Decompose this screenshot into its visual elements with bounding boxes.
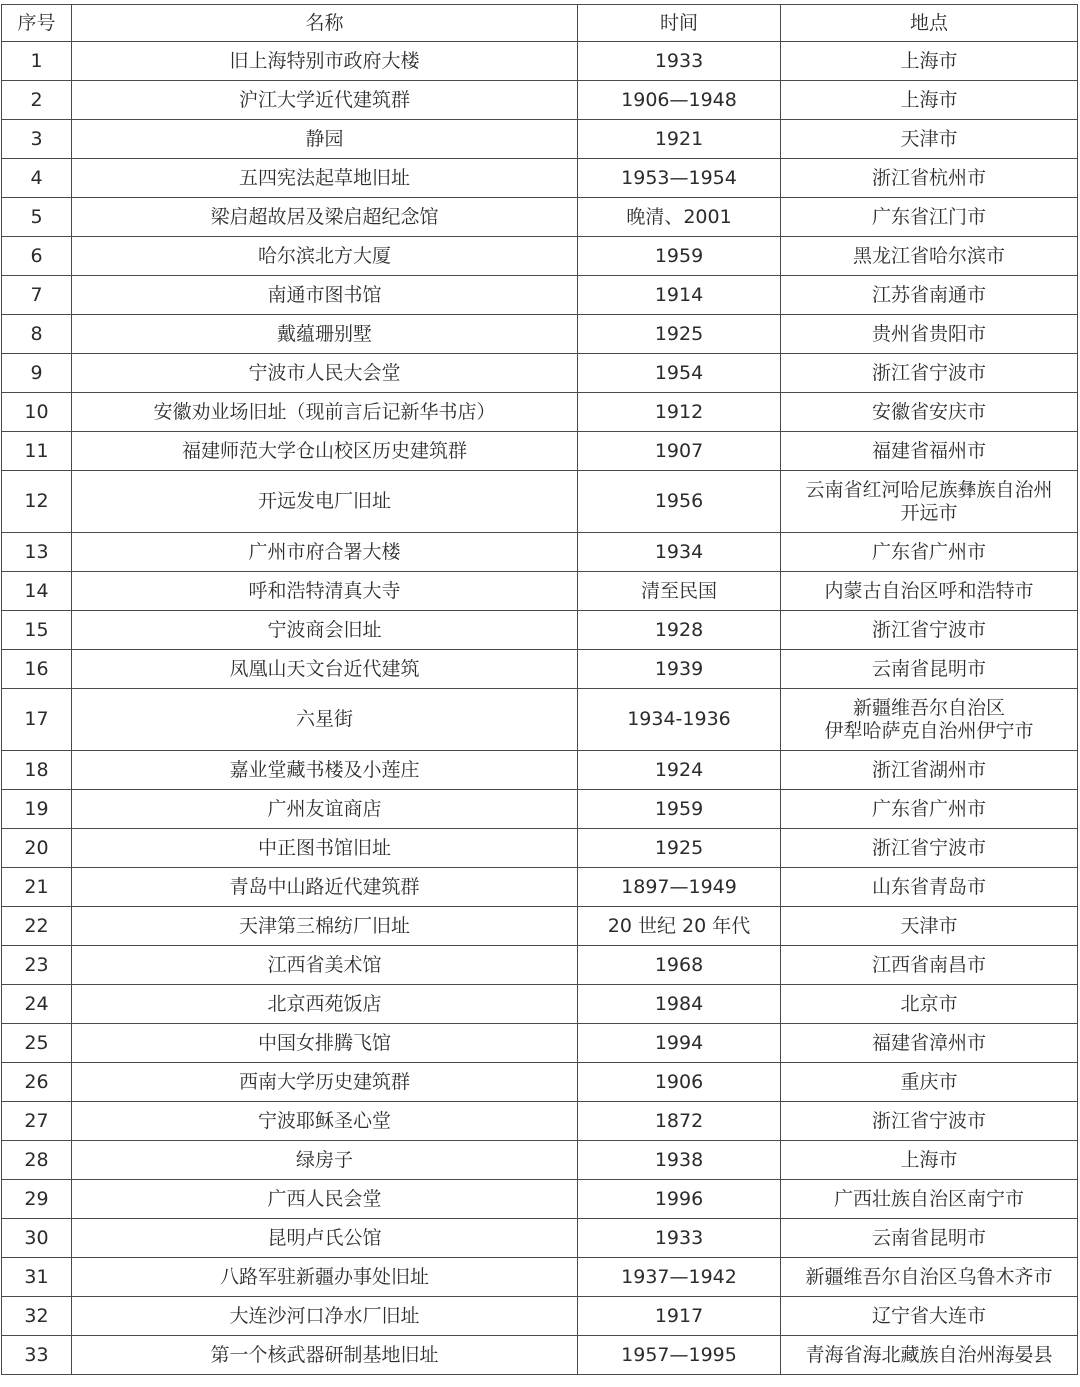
cell-name: 大连沙河口净水厂旧址	[72, 1297, 578, 1336]
table-row	[2, 1258, 1078, 1297]
cell-place	[781, 1063, 1078, 1102]
cell-no: 8	[2, 315, 72, 354]
header-row	[2, 5, 1078, 42]
table-row	[2, 42, 1078, 81]
table-row	[2, 1024, 1078, 1063]
cell-time: 1912	[578, 393, 781, 432]
cell-time: 晚清、2001	[578, 198, 781, 237]
table-body	[2, 42, 1078, 1375]
cell-place	[781, 907, 1078, 946]
cell-place	[781, 611, 1078, 650]
cell-place-line: 开远市	[900, 501, 958, 524]
cell-place	[781, 1336, 1078, 1375]
table-row	[2, 829, 1078, 868]
table-row	[2, 1141, 1078, 1180]
cell-place-line: 广东省江门市	[871, 205, 986, 228]
cell-time: 1959	[578, 237, 781, 276]
cell-place-line: 浙江省宁波市	[871, 1109, 986, 1132]
cell-time: 1924	[578, 751, 781, 790]
cell-time: 1872	[578, 1102, 781, 1141]
cell-place	[781, 985, 1078, 1024]
cell-time: 1907	[578, 432, 781, 471]
cell-no: 6	[2, 237, 72, 276]
table-row	[2, 985, 1078, 1024]
cell-name: 第一个核武器研制基地旧址	[72, 1336, 578, 1375]
table-row	[2, 572, 1078, 611]
cell-name: 宁波市人民大会堂	[72, 354, 578, 393]
cell-name: 六星街	[72, 689, 578, 751]
table-row	[2, 1180, 1078, 1219]
cell-name: 江西省美术馆	[72, 946, 578, 985]
cell-name: 广州友谊商店	[72, 790, 578, 829]
cell-name: 旧上海特别市政府大楼	[72, 42, 578, 81]
cell-name: 梁启超故居及梁启超纪念馆	[72, 198, 578, 237]
cell-time: 清至民国	[578, 572, 781, 611]
table-row	[2, 650, 1078, 689]
table-row	[2, 393, 1078, 432]
table-row	[2, 751, 1078, 790]
cell-time: 1954	[578, 354, 781, 393]
cell-place	[781, 393, 1078, 432]
cell-no: 22	[2, 907, 72, 946]
cell-no: 26	[2, 1063, 72, 1102]
cell-time: 1994	[578, 1024, 781, 1063]
cell-name: 广州市府合署大楼	[72, 533, 578, 572]
cell-place	[781, 1180, 1078, 1219]
cell-place	[781, 471, 1078, 533]
cell-place	[781, 1141, 1078, 1180]
cell-name: 福建师范大学仓山校区历史建筑群	[72, 432, 578, 471]
cell-name: 天津第三棉纺厂旧址	[72, 907, 578, 946]
cell-time: 1968	[578, 946, 781, 985]
cell-place	[781, 1102, 1078, 1141]
cell-time: 1934-1936	[578, 689, 781, 751]
cell-no: 13	[2, 533, 72, 572]
table-row	[2, 1102, 1078, 1141]
cell-place-line: 浙江省宁波市	[871, 361, 986, 384]
cell-no: 1	[2, 42, 72, 81]
cell-place-line: 贵州省贵阳市	[871, 322, 986, 345]
cell-no: 12	[2, 471, 72, 533]
cell-time: 1953—1954	[578, 159, 781, 198]
cell-place	[781, 1297, 1078, 1336]
cell-no: 30	[2, 1219, 72, 1258]
table-row	[2, 1336, 1078, 1375]
cell-place	[781, 650, 1078, 689]
cell-no: 9	[2, 354, 72, 393]
cell-place-line: 天津市	[900, 914, 958, 937]
cell-place-line: 浙江省宁波市	[871, 836, 986, 859]
table-row	[2, 868, 1078, 907]
cell-place-line: 江西省南昌市	[871, 953, 986, 976]
cell-place-line: 重庆市	[900, 1070, 958, 1093]
cell-time: 20 世纪 20 年代	[578, 907, 781, 946]
cell-name: 八路军驻新疆办事处旧址	[72, 1258, 578, 1297]
table-row	[2, 432, 1078, 471]
cell-name: 戴蕴珊别墅	[72, 315, 578, 354]
cell-place-line: 新疆维吾尔自治区乌鲁木齐市	[805, 1265, 1053, 1288]
cell-name: 南通市图书馆	[72, 276, 578, 315]
cell-place-line: 广东省广州市	[871, 797, 986, 820]
cell-name: 中正图书馆旧址	[72, 829, 578, 868]
cell-no: 25	[2, 1024, 72, 1063]
cell-time: 1921	[578, 120, 781, 159]
cell-time: 1938	[578, 1141, 781, 1180]
cell-place	[781, 237, 1078, 276]
cell-place	[781, 751, 1078, 790]
cell-place-line: 辽宁省大连市	[871, 1304, 986, 1327]
cell-no: 4	[2, 159, 72, 198]
cell-place	[781, 81, 1078, 120]
cell-place	[781, 315, 1078, 354]
table-row	[2, 1063, 1078, 1102]
cell-time: 1937—1942	[578, 1258, 781, 1297]
cell-time: 1956	[578, 471, 781, 533]
table-row	[2, 689, 1078, 751]
cell-place-line: 上海市	[900, 88, 958, 111]
cell-time: 1959	[578, 790, 781, 829]
cell-place-line: 云南省红河哈尼族彝族自治州	[805, 478, 1053, 501]
table-header	[2, 5, 1078, 42]
header-place: 地点	[781, 5, 1078, 42]
cell-place	[781, 1219, 1078, 1258]
cell-place-line: 上海市	[900, 49, 958, 72]
cell-place-line: 黑龙江省哈尔滨市	[852, 244, 1005, 267]
header-time: 时间	[578, 5, 781, 42]
cell-name: 呼和浩特清真大寺	[72, 572, 578, 611]
cell-name: 开远发电厂旧址	[72, 471, 578, 533]
cell-time: 1906—1948	[578, 81, 781, 120]
cell-no: 10	[2, 393, 72, 432]
table-row	[2, 471, 1078, 533]
cell-place	[781, 689, 1078, 751]
cell-time: 1897—1949	[578, 868, 781, 907]
cell-no: 28	[2, 1141, 72, 1180]
cell-name: 西南大学历史建筑群	[72, 1063, 578, 1102]
cell-no: 29	[2, 1180, 72, 1219]
cell-place-line: 浙江省宁波市	[871, 618, 986, 641]
cell-time: 1984	[578, 985, 781, 1024]
table-row	[2, 533, 1078, 572]
table-row	[2, 315, 1078, 354]
cell-place-line: 福建省漳州市	[871, 1031, 986, 1054]
cell-place-line: 上海市	[900, 1148, 958, 1171]
table-row	[2, 276, 1078, 315]
cell-place	[781, 120, 1078, 159]
cell-no: 23	[2, 946, 72, 985]
cell-place-line: 伊犁哈萨克自治州伊宁市	[824, 719, 1034, 742]
table-row	[2, 946, 1078, 985]
cell-time: 1925	[578, 829, 781, 868]
cell-time: 1914	[578, 276, 781, 315]
cell-no: 3	[2, 120, 72, 159]
header-no: 序号	[2, 5, 72, 42]
cell-place	[781, 790, 1078, 829]
cell-no: 11	[2, 432, 72, 471]
cell-name: 中国女排腾飞馆	[72, 1024, 578, 1063]
cell-place-line: 广西壮族自治区南宁市	[833, 1187, 1024, 1210]
cell-name: 五四宪法起草地旧址	[72, 159, 578, 198]
cell-no: 20	[2, 829, 72, 868]
table-row	[2, 907, 1078, 946]
cell-name: 安徽劝业场旧址（现前言后记新华书店）	[72, 393, 578, 432]
cell-no: 16	[2, 650, 72, 689]
cell-place-line: 安徽省安庆市	[871, 400, 986, 423]
cell-place	[781, 159, 1078, 198]
cell-place	[781, 533, 1078, 572]
cell-place	[781, 946, 1078, 985]
cell-name: 凤凰山天文台近代建筑	[72, 650, 578, 689]
cell-no: 17	[2, 689, 72, 751]
cell-place	[781, 1258, 1078, 1297]
cell-time: 1906	[578, 1063, 781, 1102]
cell-place	[781, 354, 1078, 393]
cell-no: 7	[2, 276, 72, 315]
cell-no: 32	[2, 1297, 72, 1336]
table-row	[2, 354, 1078, 393]
cell-no: 15	[2, 611, 72, 650]
heritage-sites-table	[1, 4, 1078, 1375]
cell-place-line: 新疆维吾尔自治区	[852, 696, 1005, 719]
cell-name: 嘉业堂藏书楼及小莲庄	[72, 751, 578, 790]
cell-no: 21	[2, 868, 72, 907]
cell-place	[781, 42, 1078, 81]
cell-no: 18	[2, 751, 72, 790]
cell-place	[781, 276, 1078, 315]
cell-name: 宁波商会旧址	[72, 611, 578, 650]
table-row	[2, 1219, 1078, 1258]
cell-time: 1933	[578, 42, 781, 81]
cell-no: 31	[2, 1258, 72, 1297]
table-row	[2, 790, 1078, 829]
table-row	[2, 120, 1078, 159]
cell-no: 2	[2, 81, 72, 120]
table-row	[2, 81, 1078, 120]
cell-place-line: 北京市	[900, 992, 958, 1015]
cell-time: 1939	[578, 650, 781, 689]
cell-time: 1957—1995	[578, 1336, 781, 1375]
cell-place-line: 内蒙古自治区呼和浩特市	[824, 579, 1034, 602]
cell-time: 1917	[578, 1297, 781, 1336]
cell-name: 广西人民会堂	[72, 1180, 578, 1219]
cell-name: 昆明卢氏公馆	[72, 1219, 578, 1258]
cell-place	[781, 829, 1078, 868]
cell-place	[781, 1024, 1078, 1063]
header-name: 名称	[72, 5, 578, 42]
cell-place-line: 青海省海北藏族自治州海晏县	[805, 1343, 1053, 1366]
cell-no: 19	[2, 790, 72, 829]
cell-time: 1928	[578, 611, 781, 650]
cell-name: 绿房子	[72, 1141, 578, 1180]
cell-name: 北京西苑饭店	[72, 985, 578, 1024]
cell-place	[781, 572, 1078, 611]
cell-place-line: 广东省广州市	[871, 540, 986, 563]
cell-place-line: 云南省昆明市	[871, 1226, 986, 1249]
cell-no: 33	[2, 1336, 72, 1375]
cell-time: 1925	[578, 315, 781, 354]
cell-place-line: 浙江省杭州市	[871, 166, 986, 189]
table-row	[2, 159, 1078, 198]
cell-no: 14	[2, 572, 72, 611]
cell-name: 哈尔滨北方大厦	[72, 237, 578, 276]
cell-no: 27	[2, 1102, 72, 1141]
cell-place-line: 浙江省湖州市	[871, 758, 986, 781]
cell-place-line: 福建省福州市	[871, 439, 986, 462]
cell-place	[781, 432, 1078, 471]
table-row	[2, 198, 1078, 237]
cell-place-line: 江苏省南通市	[871, 283, 986, 306]
table-row	[2, 237, 1078, 276]
cell-time: 1996	[578, 1180, 781, 1219]
cell-place-line: 天津市	[900, 127, 958, 150]
cell-place	[781, 868, 1078, 907]
cell-time: 1934	[578, 533, 781, 572]
cell-no: 5	[2, 198, 72, 237]
cell-name: 静园	[72, 120, 578, 159]
cell-name: 沪江大学近代建筑群	[72, 81, 578, 120]
cell-time: 1933	[578, 1219, 781, 1258]
cell-place-line: 云南省昆明市	[871, 657, 986, 680]
cell-name: 宁波耶稣圣心堂	[72, 1102, 578, 1141]
table-row	[2, 1297, 1078, 1336]
cell-no: 24	[2, 985, 72, 1024]
cell-place	[781, 198, 1078, 237]
table-row	[2, 611, 1078, 650]
cell-place-line: 山东省青岛市	[871, 875, 986, 898]
cell-name: 青岛中山路近代建筑群	[72, 868, 578, 907]
